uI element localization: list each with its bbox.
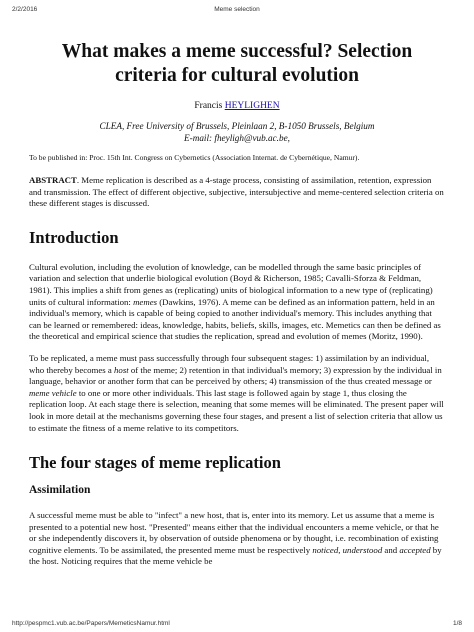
text-run: and: [382, 544, 400, 555]
affiliation: CLEA, Free University of Brussels, Pleinlaan 2, B-1050 Brussels, Belgium: [99, 121, 375, 131]
print-page-number: 1/8: [452, 620, 462, 627]
abstract-text: . Meme replication is described as a 4-stage process, consisting of assimilation, retention, expression and transmission. The effect of different objective, subjective, intersubjective and meme-centered selection criteria on these different stages is discussed.: [29, 175, 444, 209]
text-run: to one or more other individuals. This last stage is followed again by stage 1, thus closing the replication loop. At each stage there is selection, meaning that some memes will be eliminated. The present paper will look in more detail at the mechanisms governing these four stages, and present a list of selection criteria that allow us to estimate the fitness of a meme relative to its competitors.: [29, 387, 444, 433]
print-header: [0, 6, 474, 18]
abstract-label: ABSTRACT: [29, 175, 77, 185]
emphasis: host: [114, 364, 129, 375]
paper-content: [29, 40, 445, 568]
print-title: Meme selection: [214, 6, 260, 13]
intro-paragraph-2: [29, 353, 445, 434]
emphasis: meme vehicle: [29, 387, 77, 398]
emphasis: accepted: [399, 544, 431, 555]
intro-paragraph-1: [29, 262, 445, 343]
author-first-name: Francis: [194, 101, 225, 111]
affiliation-block: [29, 120, 445, 144]
text-run: A successful meme must be able to "infect" a new host, that is, enter into its memory. Let us assume that a meme is presented to a potential new host. "Presented" means either that the individual encounters a meme vehicle, or that he or she independently discovers it, by observation of outside phenomena or by thought, i.e. recombination of existing cognitive elements. To be assimilated, the presented meme must be respectively: [29, 510, 439, 555]
text-run: (Dawkins, 1976). A meme can be defined as an information pattern, held in an individual's memory, which is capable of being copied to another individual's memory. This includes anything that can be learned or remembered: ideas, knowledge, habits, beliefs, skills, images, etc. Memetics can then be defined as the theoretical and empirical science that studies the replication, spread and evolution of memes (Moritz, 1990).: [29, 296, 441, 342]
text-run: ,: [338, 544, 343, 555]
publication-note: To be published in: Proc. 15th Int. Congress on Cybernetics (Association Internat. de Cybernétique, Namur).: [29, 153, 360, 162]
abstract: [29, 175, 445, 210]
author-link[interactable]: HEYLIGHEN: [224, 101, 280, 111]
email: E-mail: fheyligh@vub.ac.be,: [184, 133, 290, 143]
assimilation-paragraph: [29, 510, 445, 568]
section-heading-introduction: Introduction: [29, 227, 119, 247]
subsection-heading-assimilation: Assimilation: [29, 484, 91, 497]
section-heading-four-stages: The four stages of meme replication: [29, 453, 281, 473]
text-run: Cultural evolution, including the evolution of knowledge, can be modelled through the same basic principles of variation and selection that underlie biological evolution (Boyd & Richerson, 1985; Cavalli-Sforza & Feldman, 1981). This implies a shift from genes as (replicating) units of biological information to a new type of (replicating) units of cultural information:: [29, 261, 433, 307]
print-footer: [0, 620, 474, 632]
print-url: http://pespmc1.vub.ac.be/Papers/MemeticsNamur.html: [12, 620, 170, 627]
emphasis: noticed: [312, 544, 339, 555]
text-run: To be replicated, a meme must pass successfully through four subsequent stages: 1) assimilation by an individual, who thereby becomes a: [29, 352, 430, 375]
paper-title: What makes a meme successful? Selection criteria for cultural evolution: [61, 41, 413, 86]
print-date: 2/2/2016: [12, 6, 38, 13]
emphasis: understood: [342, 544, 383, 555]
text-run: of the meme; 2) retention in that individual's memory; 3) expression by the individual in language, behavior or another form that can be perceived by others; 4) transmission of the thus created message or: [29, 364, 442, 387]
author-line: [29, 101, 445, 111]
text-run: by the host. Noticing requires that the meme vehicle be: [29, 544, 442, 567]
emphasis: memes: [133, 296, 158, 307]
